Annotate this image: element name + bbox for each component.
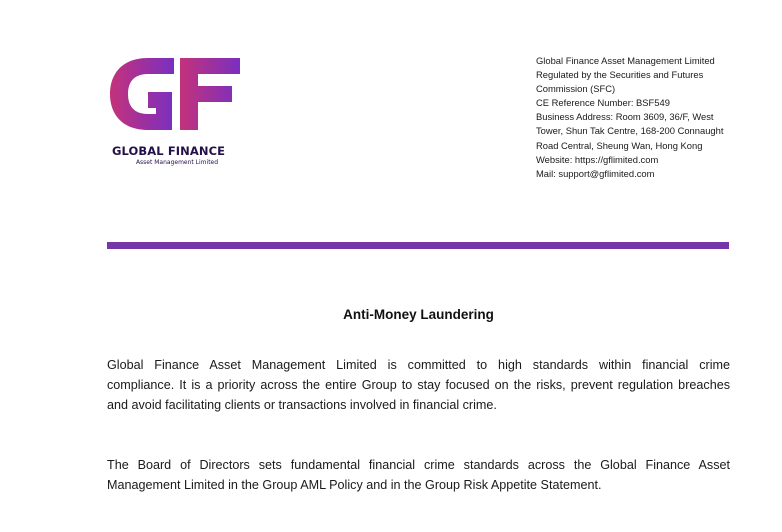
paragraph-line: compliance. It is a priority across the entire Group to stay focused on the risks, prevent regulation breaches <box>107 378 730 392</box>
contact-address-line: Road Central, Sheung Wan, Hong Kong <box>536 139 703 151</box>
body-paragraph <box>107 355 730 415</box>
contact-address-line: Tower, Shun Tak Centre, 168-200 Connaught <box>536 125 724 137</box>
contact-address-line: Business Address: Room 3609, 36/F, West <box>536 111 714 123</box>
paragraph-line: The Board of Directors sets fundamental financial crime standards across the Global Finance Asset <box>107 458 730 472</box>
document-title: Anti-Money Laundering <box>343 307 494 322</box>
paragraph-line: Management Limited in the Group AML Policy and in the Group Risk Appetite Statement. <box>107 478 602 492</box>
contact-website: Website: https://gflimited.com <box>536 153 659 165</box>
contact-email: Mail: support@gflimited.com <box>536 167 655 179</box>
contact-regulation-line: Regulated by the Securities and Futures <box>536 69 704 81</box>
contact-regulation-line: Commission (SFC) <box>536 83 616 95</box>
body-paragraph <box>107 455 730 495</box>
contact-company-name: Global Finance Asset Management Limited <box>536 55 715 66</box>
contact-ce-reference: CE Reference Number: BSF549 <box>536 97 670 109</box>
paragraph-line: and avoid facilitating clients or transactions involved in financial crime. <box>107 398 497 412</box>
company-contact-block <box>536 54 736 181</box>
header-divider <box>107 242 729 249</box>
paragraph-line: Global Finance Asset Management Limited is committed to high standards within financial crime <box>107 358 730 372</box>
logo-company-subtitle: Asset Management Limited <box>135 159 219 166</box>
gf-monogram-logo <box>108 54 242 134</box>
logo-company-name: GLOBAL FINANCE <box>112 144 226 158</box>
company-logo <box>108 54 242 170</box>
